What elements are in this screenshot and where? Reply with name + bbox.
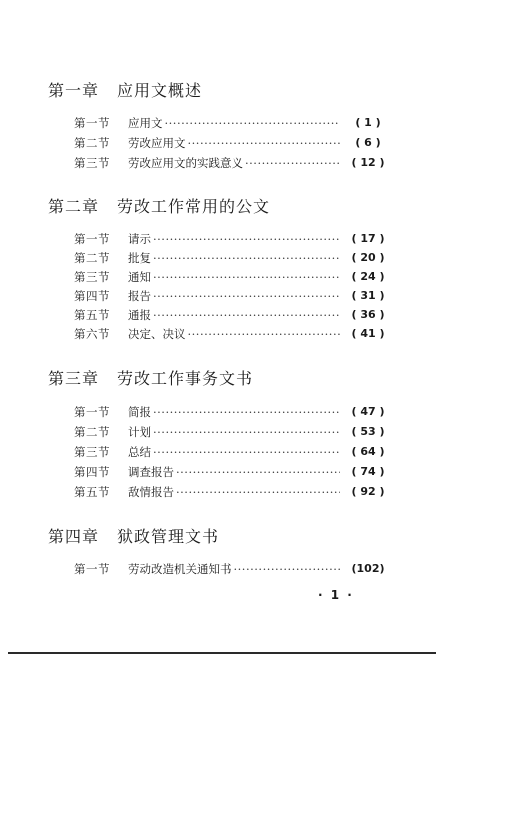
dot-leader bbox=[153, 403, 340, 421]
page-ref: ( 41 ) bbox=[351, 327, 385, 340]
toc-entry bbox=[74, 134, 394, 152]
page-number: · 1 · bbox=[318, 588, 354, 602]
dot-leader bbox=[245, 154, 340, 172]
section-title: 通报 bbox=[128, 308, 151, 322]
toc-entry bbox=[74, 423, 394, 441]
dot-leader bbox=[188, 325, 341, 343]
dot-leader bbox=[176, 463, 340, 481]
section-number: 第四节 bbox=[74, 289, 110, 303]
toc-entry bbox=[74, 325, 394, 343]
section-title: 调查报告 bbox=[128, 465, 174, 479]
page-ref: ( 53 ) bbox=[351, 425, 385, 438]
chapter-number: 第一章 bbox=[48, 81, 100, 100]
chapter-number: 第四章 bbox=[48, 527, 100, 546]
chapter-heading bbox=[48, 78, 202, 101]
section-number: 第三节 bbox=[74, 156, 110, 170]
section-title: 决定、决议 bbox=[128, 327, 186, 341]
page-ref: ( 36 ) bbox=[351, 308, 385, 321]
dot-leader bbox=[153, 230, 340, 248]
toc-entry bbox=[74, 268, 394, 286]
toc-entry bbox=[74, 403, 394, 421]
section-number: 第一节 bbox=[74, 562, 110, 576]
section-title: 简报 bbox=[128, 405, 151, 419]
toc-entry bbox=[74, 443, 394, 461]
chapter-title: 狱政管理文书 bbox=[117, 527, 220, 546]
dot-leader bbox=[153, 287, 340, 305]
section-number: 第五节 bbox=[74, 308, 110, 322]
toc-entry bbox=[74, 306, 394, 324]
section-title: 劳改应用文的实践意义 bbox=[128, 156, 243, 170]
page-ref: ( 1 ) bbox=[355, 116, 381, 129]
section-number: 第二节 bbox=[74, 136, 110, 150]
dot-leader bbox=[176, 483, 340, 501]
section-title: 敌情报告 bbox=[128, 485, 174, 499]
page-ref: ( 31 ) bbox=[351, 289, 385, 302]
section-title: 应用文 bbox=[128, 116, 163, 130]
page-ref: ( 64 ) bbox=[351, 445, 385, 458]
page-ref: ( 6 ) bbox=[355, 136, 381, 149]
section-title: 批复 bbox=[128, 251, 151, 265]
page-ref: ( 24 ) bbox=[351, 270, 385, 283]
page-ref: ( 92 ) bbox=[351, 485, 385, 498]
dot-leader bbox=[234, 560, 341, 578]
toc-entry bbox=[74, 287, 394, 305]
chapter-number: 第三章 bbox=[48, 369, 100, 388]
dot-leader bbox=[153, 423, 340, 441]
page-ref: ( 47 ) bbox=[351, 405, 385, 418]
section-number: 第一节 bbox=[74, 405, 110, 419]
chapter-title: 劳改工作事务文书 bbox=[117, 369, 254, 388]
dot-leader bbox=[153, 306, 340, 324]
section-title: 计划 bbox=[128, 425, 151, 439]
section-title: 劳改应用文 bbox=[128, 136, 186, 150]
toc-entry bbox=[74, 560, 394, 578]
dot-leader bbox=[153, 268, 340, 286]
dot-leader bbox=[188, 134, 341, 152]
page-ref: ( 74 ) bbox=[351, 465, 385, 478]
chapter-number: 第二章 bbox=[48, 197, 100, 216]
section-number: 第一节 bbox=[74, 116, 110, 130]
chapter-heading bbox=[48, 366, 253, 389]
section-title: 总结 bbox=[128, 445, 151, 459]
divider-line bbox=[8, 652, 436, 654]
toc-entry bbox=[74, 154, 394, 172]
page-ref: ( 17 ) bbox=[351, 232, 385, 245]
chapter-heading bbox=[48, 524, 219, 547]
toc-entry bbox=[74, 463, 394, 481]
section-number: 第一节 bbox=[74, 232, 110, 246]
section-title: 报告 bbox=[128, 289, 151, 303]
toc-entry bbox=[74, 114, 394, 132]
section-title: 劳动改造机关通知书 bbox=[128, 562, 232, 576]
section-title: 请示 bbox=[128, 232, 151, 246]
section-number: 第二节 bbox=[74, 425, 110, 439]
section-number: 第五节 bbox=[74, 485, 110, 499]
toc-entry bbox=[74, 249, 394, 267]
dot-leader bbox=[165, 114, 341, 132]
chapter-title: 应用文概述 bbox=[117, 81, 203, 100]
dot-leader bbox=[153, 443, 340, 461]
section-number: 第三节 bbox=[74, 270, 110, 284]
toc-entry bbox=[74, 230, 394, 248]
section-number: 第二节 bbox=[74, 251, 110, 265]
section-number: 第四节 bbox=[74, 465, 110, 479]
toc-entry bbox=[74, 483, 394, 501]
dot-leader bbox=[153, 249, 340, 267]
section-title: 通知 bbox=[128, 270, 151, 284]
chapter-heading bbox=[48, 194, 270, 217]
section-number: 第三节 bbox=[74, 445, 110, 459]
section-number: 第六节 bbox=[74, 327, 110, 341]
page-ref: (102) bbox=[351, 562, 385, 575]
page-ref: ( 12 ) bbox=[351, 156, 385, 169]
chapter-title: 劳改工作常用的公文 bbox=[117, 197, 271, 216]
page-ref: ( 20 ) bbox=[351, 251, 385, 264]
